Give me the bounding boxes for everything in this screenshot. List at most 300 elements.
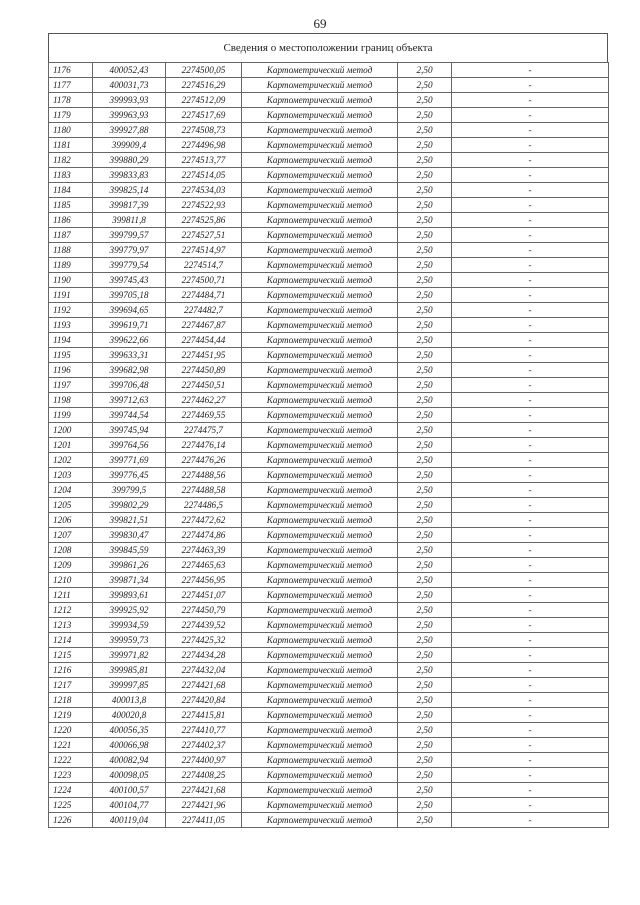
precision-cell: 2,50	[398, 138, 452, 153]
note-cell: -	[452, 798, 609, 813]
y-coordinate-cell: 2274486,5	[166, 498, 242, 513]
x-coordinate-cell: 400100,57	[93, 783, 166, 798]
method-cell: Картометрический метод	[242, 453, 398, 468]
note-cell: -	[452, 363, 609, 378]
table-row	[49, 438, 609, 453]
method-cell: Картометрический метод	[242, 618, 398, 633]
x-coordinate-cell: 399997,85	[93, 678, 166, 693]
x-coordinate-cell: 399706,48	[93, 378, 166, 393]
precision-cell: 2,50	[398, 798, 452, 813]
precision-cell: 2,50	[398, 378, 452, 393]
method-cell: Картометрический метод	[242, 738, 398, 753]
y-coordinate-cell: 2274451,95	[166, 348, 242, 363]
y-coordinate-cell: 2274474,86	[166, 528, 242, 543]
precision-cell: 2,50	[398, 648, 452, 663]
x-coordinate-cell: 400031,73	[93, 78, 166, 93]
x-coordinate-cell: 399712,63	[93, 393, 166, 408]
y-coordinate-cell: 2274421,68	[166, 678, 242, 693]
point-number-cell: 1207	[49, 528, 93, 543]
y-coordinate-cell: 2274508,73	[166, 123, 242, 138]
method-cell: Картометрический метод	[242, 678, 398, 693]
point-number-cell: 1202	[49, 453, 93, 468]
point-number-cell: 1201	[49, 438, 93, 453]
table-row	[49, 108, 609, 123]
note-cell: -	[452, 708, 609, 723]
precision-cell: 2,50	[398, 588, 452, 603]
precision-cell: 2,50	[398, 753, 452, 768]
precision-cell: 2,50	[398, 783, 452, 798]
x-coordinate-cell: 400020,8	[93, 708, 166, 723]
note-cell: -	[452, 168, 609, 183]
note-cell: -	[452, 78, 609, 93]
y-coordinate-cell: 2274476,14	[166, 438, 242, 453]
point-number-cell: 1219	[49, 708, 93, 723]
x-coordinate-cell: 399993,93	[93, 93, 166, 108]
table-row	[49, 378, 609, 393]
point-number-cell: 1208	[49, 543, 93, 558]
point-number-cell: 1209	[49, 558, 93, 573]
y-coordinate-cell: 2274450,79	[166, 603, 242, 618]
precision-cell: 2,50	[398, 258, 452, 273]
point-number-cell: 1217	[49, 678, 93, 693]
note-cell: -	[452, 633, 609, 648]
y-coordinate-cell: 2274516,29	[166, 78, 242, 93]
y-coordinate-cell: 2274500,71	[166, 273, 242, 288]
x-coordinate-cell: 399985,81	[93, 663, 166, 678]
method-cell: Картометрический метод	[242, 558, 398, 573]
note-cell: -	[452, 528, 609, 543]
precision-cell: 2,50	[398, 273, 452, 288]
x-coordinate-cell: 399633,31	[93, 348, 166, 363]
note-cell: -	[452, 483, 609, 498]
point-number-cell: 1225	[49, 798, 93, 813]
x-coordinate-cell: 399871,34	[93, 573, 166, 588]
point-number-cell: 1199	[49, 408, 93, 423]
x-coordinate-cell: 400082,94	[93, 753, 166, 768]
note-cell: -	[452, 378, 609, 393]
point-number-cell: 1197	[49, 378, 93, 393]
precision-cell: 2,50	[398, 108, 452, 123]
y-coordinate-cell: 2274408,25	[166, 768, 242, 783]
x-coordinate-cell: 399705,18	[93, 288, 166, 303]
y-coordinate-cell: 2274463,39	[166, 543, 242, 558]
precision-cell: 2,50	[398, 813, 452, 828]
point-number-cell: 1194	[49, 333, 93, 348]
precision-cell: 2,50	[398, 408, 452, 423]
y-coordinate-cell: 2274454,44	[166, 333, 242, 348]
table-row	[49, 768, 609, 783]
note-cell: -	[452, 693, 609, 708]
method-cell: Картометрический метод	[242, 303, 398, 318]
precision-cell: 2,50	[398, 63, 452, 78]
table-row	[49, 603, 609, 618]
note-cell: -	[452, 138, 609, 153]
y-coordinate-cell: 2274421,68	[166, 783, 242, 798]
x-coordinate-cell: 399845,59	[93, 543, 166, 558]
method-cell: Картометрический метод	[242, 798, 398, 813]
precision-cell: 2,50	[398, 468, 452, 483]
y-coordinate-cell: 2274450,51	[166, 378, 242, 393]
note-cell: -	[452, 438, 609, 453]
method-cell: Картометрический метод	[242, 138, 398, 153]
note-cell: -	[452, 543, 609, 558]
point-number-cell: 1185	[49, 198, 93, 213]
method-cell: Картометрический метод	[242, 468, 398, 483]
method-cell: Картометрический метод	[242, 198, 398, 213]
point-number-cell: 1176	[49, 63, 93, 78]
x-coordinate-cell: 399959,73	[93, 633, 166, 648]
y-coordinate-cell: 2274525,86	[166, 213, 242, 228]
precision-cell: 2,50	[398, 393, 452, 408]
table-row	[49, 168, 609, 183]
x-coordinate-cell: 399744,54	[93, 408, 166, 423]
boundary-table-sheet	[48, 33, 608, 828]
point-number-cell: 1193	[49, 318, 93, 333]
table-row	[49, 573, 609, 588]
x-coordinate-cell: 400066,98	[93, 738, 166, 753]
precision-cell: 2,50	[398, 723, 452, 738]
note-cell: -	[452, 423, 609, 438]
note-cell: -	[452, 348, 609, 363]
method-cell: Картометрический метод	[242, 243, 398, 258]
table-row	[49, 798, 609, 813]
x-coordinate-cell: 399764,56	[93, 438, 166, 453]
method-cell: Картометрический метод	[242, 528, 398, 543]
method-cell: Картометрический метод	[242, 108, 398, 123]
note-cell: -	[452, 678, 609, 693]
y-coordinate-cell: 2274462,27	[166, 393, 242, 408]
y-coordinate-cell: 2274534,03	[166, 183, 242, 198]
note-cell: -	[452, 618, 609, 633]
table-row	[49, 453, 609, 468]
table-row	[49, 408, 609, 423]
x-coordinate-cell: 399771,69	[93, 453, 166, 468]
point-number-cell: 1184	[49, 183, 93, 198]
table-row	[49, 528, 609, 543]
point-number-cell: 1206	[49, 513, 93, 528]
precision-cell: 2,50	[398, 693, 452, 708]
point-number-cell: 1213	[49, 618, 93, 633]
note-cell: -	[452, 183, 609, 198]
method-cell: Картометрический метод	[242, 648, 398, 663]
x-coordinate-cell: 399779,97	[93, 243, 166, 258]
method-cell: Картометрический метод	[242, 753, 398, 768]
method-cell: Картометрический метод	[242, 213, 398, 228]
precision-cell: 2,50	[398, 678, 452, 693]
method-cell: Картометрический метод	[242, 348, 398, 363]
y-coordinate-cell: 2274472,62	[166, 513, 242, 528]
note-cell: -	[452, 768, 609, 783]
x-coordinate-cell: 399745,94	[93, 423, 166, 438]
table-row	[49, 333, 609, 348]
table-row	[49, 513, 609, 528]
method-cell: Картометрический метод	[242, 63, 398, 78]
note-cell: -	[452, 273, 609, 288]
method-cell: Картометрический метод	[242, 603, 398, 618]
point-number-cell: 1191	[49, 288, 93, 303]
method-cell: Картометрический метод	[242, 588, 398, 603]
precision-cell: 2,50	[398, 498, 452, 513]
note-cell: -	[452, 498, 609, 513]
method-cell: Картометрический метод	[242, 408, 398, 423]
point-number-cell: 1188	[49, 243, 93, 258]
precision-cell: 2,50	[398, 573, 452, 588]
note-cell: -	[452, 393, 609, 408]
x-coordinate-cell: 399802,29	[93, 498, 166, 513]
table-row	[49, 138, 609, 153]
method-cell: Картометрический метод	[242, 423, 398, 438]
y-coordinate-cell: 2274432,04	[166, 663, 242, 678]
table-row	[49, 813, 609, 828]
y-coordinate-cell: 2274421,96	[166, 798, 242, 813]
method-cell: Картометрический метод	[242, 183, 398, 198]
x-coordinate-cell: 399880,29	[93, 153, 166, 168]
table-row	[49, 483, 609, 498]
point-number-cell: 1215	[49, 648, 93, 663]
note-cell: -	[452, 513, 609, 528]
point-number-cell: 1220	[49, 723, 93, 738]
precision-cell: 2,50	[398, 243, 452, 258]
x-coordinate-cell: 399963,93	[93, 108, 166, 123]
x-coordinate-cell: 399811,8	[93, 213, 166, 228]
x-coordinate-cell: 399817,39	[93, 198, 166, 213]
precision-cell: 2,50	[398, 348, 452, 363]
point-number-cell: 1181	[49, 138, 93, 153]
method-cell: Картометрический метод	[242, 633, 398, 648]
y-coordinate-cell: 2274400,97	[166, 753, 242, 768]
precision-cell: 2,50	[398, 78, 452, 93]
table-row	[49, 738, 609, 753]
method-cell: Картометрический метод	[242, 93, 398, 108]
x-coordinate-cell: 399893,61	[93, 588, 166, 603]
x-coordinate-cell: 399799,5	[93, 483, 166, 498]
table-row	[49, 93, 609, 108]
method-cell: Картометрический метод	[242, 693, 398, 708]
table-body	[49, 63, 609, 828]
y-coordinate-cell: 2274527,51	[166, 228, 242, 243]
y-coordinate-cell: 2274488,56	[166, 468, 242, 483]
table-row	[49, 198, 609, 213]
table-row	[49, 663, 609, 678]
table-row	[49, 258, 609, 273]
y-coordinate-cell: 2274469,55	[166, 408, 242, 423]
method-cell: Картометрический метод	[242, 483, 398, 498]
precision-cell: 2,50	[398, 708, 452, 723]
note-cell: -	[452, 198, 609, 213]
note-cell: -	[452, 258, 609, 273]
point-number-cell: 1223	[49, 768, 93, 783]
method-cell: Картометрический метод	[242, 708, 398, 723]
method-cell: Картометрический метод	[242, 363, 398, 378]
note-cell: -	[452, 93, 609, 108]
x-coordinate-cell: 399682,98	[93, 363, 166, 378]
table-row	[49, 723, 609, 738]
x-coordinate-cell: 399909,4	[93, 138, 166, 153]
y-coordinate-cell: 2274420,84	[166, 693, 242, 708]
y-coordinate-cell: 2274425,32	[166, 633, 242, 648]
x-coordinate-cell: 399825,14	[93, 183, 166, 198]
table-row	[49, 753, 609, 768]
y-coordinate-cell: 2274488,58	[166, 483, 242, 498]
y-coordinate-cell: 2274514,7	[166, 258, 242, 273]
precision-cell: 2,50	[398, 618, 452, 633]
note-cell: -	[452, 738, 609, 753]
note-cell: -	[452, 453, 609, 468]
method-cell: Картометрический метод	[242, 783, 398, 798]
method-cell: Картометрический метод	[242, 123, 398, 138]
table-row	[49, 543, 609, 558]
method-cell: Картометрический метод	[242, 813, 398, 828]
y-coordinate-cell: 2274514,05	[166, 168, 242, 183]
point-number-cell: 1183	[49, 168, 93, 183]
y-coordinate-cell: 2274514,97	[166, 243, 242, 258]
table-row	[49, 153, 609, 168]
point-number-cell: 1204	[49, 483, 93, 498]
note-cell: -	[452, 153, 609, 168]
table-row	[49, 588, 609, 603]
table-row	[49, 708, 609, 723]
point-number-cell: 1179	[49, 108, 93, 123]
table-row	[49, 468, 609, 483]
note-cell: -	[452, 333, 609, 348]
y-coordinate-cell: 2274451,07	[166, 588, 242, 603]
precision-cell: 2,50	[398, 183, 452, 198]
note-cell: -	[452, 813, 609, 828]
method-cell: Картометрический метод	[242, 768, 398, 783]
y-coordinate-cell: 2274410,77	[166, 723, 242, 738]
precision-cell: 2,50	[398, 168, 452, 183]
note-cell: -	[452, 123, 609, 138]
method-cell: Картометрический метод	[242, 378, 398, 393]
point-number-cell: 1222	[49, 753, 93, 768]
x-coordinate-cell: 400098,05	[93, 768, 166, 783]
y-coordinate-cell: 2274456,95	[166, 573, 242, 588]
x-coordinate-cell: 399971,82	[93, 648, 166, 663]
method-cell: Картометрический метод	[242, 663, 398, 678]
x-coordinate-cell: 399927,88	[93, 123, 166, 138]
y-coordinate-cell: 2274496,98	[166, 138, 242, 153]
note-cell: -	[452, 63, 609, 78]
boundary-points-table	[48, 62, 609, 828]
point-number-cell: 1189	[49, 258, 93, 273]
note-cell: -	[452, 588, 609, 603]
point-number-cell: 1190	[49, 273, 93, 288]
method-cell: Картометрический метод	[242, 153, 398, 168]
y-coordinate-cell: 2274500,05	[166, 63, 242, 78]
note-cell: -	[452, 648, 609, 663]
note-cell: -	[452, 303, 609, 318]
precision-cell: 2,50	[398, 198, 452, 213]
precision-cell: 2,50	[398, 333, 452, 348]
precision-cell: 2,50	[398, 363, 452, 378]
table-row	[49, 303, 609, 318]
precision-cell: 2,50	[398, 423, 452, 438]
x-coordinate-cell: 400052,43	[93, 63, 166, 78]
table-row	[49, 228, 609, 243]
table-row	[49, 123, 609, 138]
note-cell: -	[452, 468, 609, 483]
y-coordinate-cell: 2274415,81	[166, 708, 242, 723]
note-cell: -	[452, 573, 609, 588]
point-number-cell: 1200	[49, 423, 93, 438]
x-coordinate-cell: 399934,59	[93, 618, 166, 633]
table-row	[49, 363, 609, 378]
x-coordinate-cell: 399779,54	[93, 258, 166, 273]
note-cell: -	[452, 228, 609, 243]
note-cell: -	[452, 318, 609, 333]
point-number-cell: 1186	[49, 213, 93, 228]
x-coordinate-cell: 399830,47	[93, 528, 166, 543]
precision-cell: 2,50	[398, 153, 452, 168]
table-row	[49, 558, 609, 573]
point-number-cell: 1182	[49, 153, 93, 168]
point-number-cell: 1216	[49, 663, 93, 678]
method-cell: Картометрический метод	[242, 438, 398, 453]
y-coordinate-cell: 2274522,93	[166, 198, 242, 213]
y-coordinate-cell: 2274402,37	[166, 738, 242, 753]
method-cell: Картометрический метод	[242, 723, 398, 738]
table-row	[49, 183, 609, 198]
x-coordinate-cell: 399799,57	[93, 228, 166, 243]
point-number-cell: 1210	[49, 573, 93, 588]
x-coordinate-cell: 400056,35	[93, 723, 166, 738]
y-coordinate-cell: 2274513,77	[166, 153, 242, 168]
point-number-cell: 1187	[49, 228, 93, 243]
table-row	[49, 648, 609, 663]
point-number-cell: 1226	[49, 813, 93, 828]
note-cell: -	[452, 663, 609, 678]
y-coordinate-cell: 2274411,05	[166, 813, 242, 828]
y-coordinate-cell: 2274450,89	[166, 363, 242, 378]
page-number: 69	[313, 16, 327, 31]
precision-cell: 2,50	[398, 483, 452, 498]
precision-cell: 2,50	[398, 438, 452, 453]
y-coordinate-cell: 2274439,52	[166, 618, 242, 633]
method-cell: Картометрический метод	[242, 273, 398, 288]
precision-cell: 2,50	[398, 318, 452, 333]
point-number-cell: 1195	[49, 348, 93, 363]
x-coordinate-cell: 400013,8	[93, 693, 166, 708]
x-coordinate-cell: 399776,45	[93, 468, 166, 483]
table-row	[49, 213, 609, 228]
x-coordinate-cell: 399619,71	[93, 318, 166, 333]
y-coordinate-cell: 2274484,71	[166, 288, 242, 303]
x-coordinate-cell: 399861,26	[93, 558, 166, 573]
precision-cell: 2,50	[398, 633, 452, 648]
method-cell: Картометрический метод	[242, 168, 398, 183]
method-cell: Картометрический метод	[242, 78, 398, 93]
method-cell: Картометрический метод	[242, 318, 398, 333]
note-cell: -	[452, 408, 609, 423]
table-row	[49, 498, 609, 513]
precision-cell: 2,50	[398, 303, 452, 318]
point-number-cell: 1196	[49, 363, 93, 378]
x-coordinate-cell: 399925,92	[93, 603, 166, 618]
method-cell: Картометрический метод	[242, 543, 398, 558]
precision-cell: 2,50	[398, 558, 452, 573]
note-cell: -	[452, 558, 609, 573]
precision-cell: 2,50	[398, 213, 452, 228]
table-row	[49, 348, 609, 363]
point-number-cell: 1224	[49, 783, 93, 798]
y-coordinate-cell: 2274476,26	[166, 453, 242, 468]
point-number-cell: 1192	[49, 303, 93, 318]
method-cell: Картометрический метод	[242, 393, 398, 408]
note-cell: -	[452, 723, 609, 738]
precision-cell: 2,50	[398, 603, 452, 618]
x-coordinate-cell: 399694,65	[93, 303, 166, 318]
x-coordinate-cell: 399833,83	[93, 168, 166, 183]
